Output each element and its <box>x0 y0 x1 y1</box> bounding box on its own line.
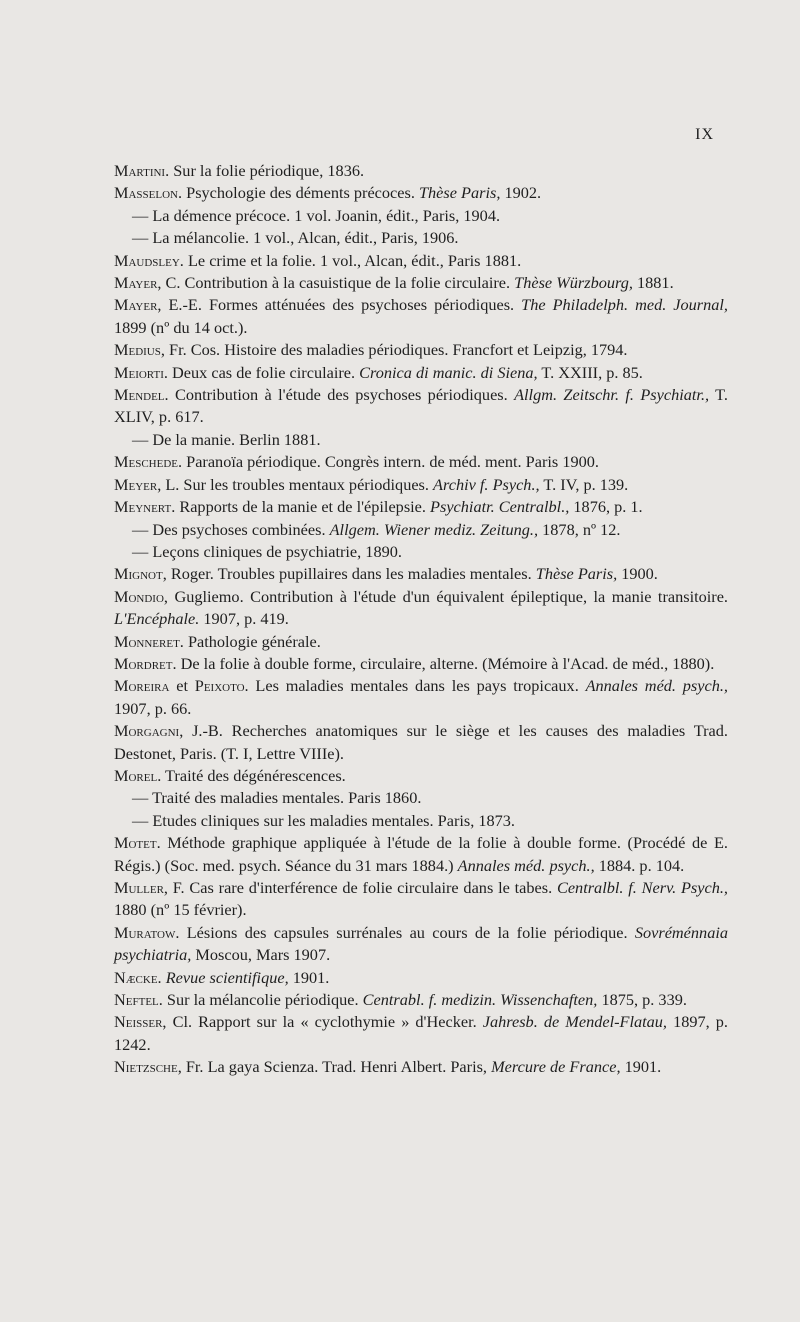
entry-tail: 1901. <box>288 967 330 987</box>
entry-title: Thèse Würzbourg, <box>514 273 633 293</box>
bibliography-entry <box>114 787 728 809</box>
bibliography-entry <box>114 272 728 294</box>
entry-author: Mayer, <box>114 295 162 315</box>
bibliography-entry <box>114 362 728 384</box>
entry-text: Des psychoses combinées. <box>152 519 330 539</box>
entry-author: Neftel. <box>114 990 163 1010</box>
entry-text: De la manie. Berlin 1881. <box>152 429 321 449</box>
entry-author: Neisser, <box>114 1012 167 1032</box>
entry-tail: 1884. p. 104. <box>594 855 685 875</box>
bibliography-list <box>114 160 728 1079</box>
bibliography-entry <box>114 294 728 339</box>
entry-tail: 1907, p. 66. <box>114 698 192 718</box>
bibliography-entry <box>114 205 728 227</box>
entry-tail: 1907, p. 419. <box>199 609 289 629</box>
entry-author: Motet. <box>114 833 161 853</box>
bibliography-entry <box>114 563 728 585</box>
ditto-dash: — <box>132 810 153 830</box>
entry-text: et <box>169 676 195 696</box>
entry-text: De la folie à double forme, circulaire, alterne. (Mémoire à l'Acad. de méd., 1880). <box>176 653 715 673</box>
entry-author: Mendel. <box>114 385 169 405</box>
entry-text: C. Contribution à la casuistique de la folie circulaire. <box>161 273 515 293</box>
entry-text: F. Cas rare d'interférence de folie circulaire dans le tabes. <box>168 878 557 897</box>
entry-title: Cronica di manic. di Siena, <box>359 362 538 382</box>
entry-author: Medius, <box>114 340 165 360</box>
entry-text: E.-E. Formes atténuées des psychoses périodiques. <box>161 295 522 315</box>
entry-text: Roger. Troubles pupillaires dans les maladies mentales. <box>166 564 536 584</box>
entry-author: Mayer, <box>114 273 162 293</box>
entry-title: The Philadelph. med. Journal, <box>521 295 729 315</box>
entry-text: L. Sur les troubles mentaux périodiques. <box>161 474 434 494</box>
entry-author: Maudsley. <box>114 250 184 270</box>
bibliography-entry <box>114 474 728 496</box>
entry-author: Monneret. <box>114 631 184 651</box>
ditto-dash: — <box>132 228 153 248</box>
entry-author: Mordret. <box>114 653 177 673</box>
entry-text: Le crime et la folie. 1 vol., Alcan, édit., Paris 1881. <box>183 250 522 270</box>
entry-title: Thèse Paris, <box>418 183 501 203</box>
entry-tail: 1880 (nº 15 février). <box>114 900 247 920</box>
bibliography-entry <box>114 496 728 518</box>
ditto-dash: — <box>132 541 153 561</box>
entry-author: Mondio, <box>114 586 168 606</box>
entry-tail: 1878, nº 12. <box>538 519 621 539</box>
entry-title: Allgem. Wiener mediz. Zeitung., <box>329 519 539 539</box>
entry-tail: 1897, p. 1242. <box>114 1012 729 1054</box>
entry-author: Meynert. <box>114 497 176 517</box>
bibliography-entry <box>114 384 728 429</box>
entry-text: Pathologie générale. <box>183 631 321 651</box>
entry-title: Allgm. Zeitschr. f. Psychiatr., <box>514 385 710 405</box>
entry-text: Méthode graphique appliquée à l'étude de la folie à double forme. (Procédé de E. Régis.) (Soc. med. psych. Séance du 31 mars 1884.) <box>114 833 728 875</box>
entry-title: Annales méd. psych., <box>585 676 729 696</box>
entry-text: Deux cas de folie circulaire. <box>167 362 360 382</box>
bibliography-entry <box>114 519 728 541</box>
entry-author: Næcke. <box>114 967 162 987</box>
entry-text: Lésions des capsules surrénales au cours de la folie périodique. <box>179 922 635 942</box>
entry-text: Fr. Cos. Histoire des maladies périodiques. Francfort et Leipzig, 1794. <box>164 340 628 360</box>
bibliography-entry <box>114 541 728 563</box>
entry-text: Cl. Rapport sur la « cyclothymie » d'Hecker. <box>166 1012 483 1032</box>
entry-title: Centralbl. f. Nerv. Psych., <box>556 878 728 897</box>
entry-tail: 1900. <box>617 564 658 584</box>
entry-text: Psychologie des déments précoces. <box>182 183 419 203</box>
entry-tail: Moscou, Mars 1907. <box>191 945 331 965</box>
bibliography-entry <box>114 653 728 675</box>
entry-text: Traité des dégénérescences. <box>161 765 346 785</box>
bibliography-entry <box>114 339 728 361</box>
entry-author: Moreira <box>114 676 170 696</box>
entry-tail: T. IV, p. 139. <box>539 474 629 494</box>
bibliography-entry <box>114 631 728 653</box>
entry-tail: 1901. <box>620 1057 662 1077</box>
ditto-dash: — <box>132 788 153 808</box>
bibliography-entry <box>114 160 728 182</box>
entry-text: Paranoïa périodique. Congrès intern. de méd. ment. Paris 1900. <box>182 452 599 472</box>
entry-title: Mercure de France, <box>491 1057 621 1077</box>
entry-author: Martini. <box>114 161 170 180</box>
ditto-dash: — <box>132 205 153 225</box>
page-number: IX <box>695 126 714 143</box>
entry-title: Jahresb. de Mendel-Flatau, <box>482 1012 668 1032</box>
entry-tail: 1881. <box>632 273 674 293</box>
entry-tail: T. XXIII, p. 85. <box>537 362 643 382</box>
bibliography-entry <box>114 989 728 1011</box>
bibliography-entry <box>114 1056 728 1078</box>
entry-author: Mignot, <box>114 564 167 584</box>
entry-author: Meyer, <box>114 474 162 494</box>
bibliography-entry <box>114 182 728 204</box>
entry-text: Traité des maladies mentales. Paris 1860. <box>152 788 422 808</box>
entry-text: Sur la folie périodique, 1836. <box>169 161 365 180</box>
entry-author: Muller, <box>114 878 168 897</box>
entry-author: Meiorti. <box>114 362 168 382</box>
entry-tail: 1899 (nº du 14 oct.). <box>114 317 248 337</box>
entry-author: Muratow. <box>114 922 180 942</box>
bibliography-entry <box>114 810 728 832</box>
entry-title: Thèse Paris, <box>535 564 618 584</box>
entry-text: Rapports de la manie et de l'épilepsie. <box>175 497 431 517</box>
entry-text: Sur la mélancolie périodique. <box>162 990 363 1010</box>
entry-title: Revue scientifique, <box>165 967 289 987</box>
entry-text: J.-B. Recherches anatomiques sur le siège et les causes des maladies Trad. Destonet, Paris. (T. I, Lettre VIIIe). <box>114 721 728 763</box>
entry-author: Masselon. <box>114 183 183 203</box>
bibliography-entry <box>114 877 728 922</box>
bibliography-entry <box>114 967 728 989</box>
entry-text: Gugliemo. Contribution à l'étude d'un équivalent épileptique, la manie transitoire. <box>168 586 728 606</box>
entry-title: Sovréménnaia psychiatria, <box>114 922 728 965</box>
entry-text: Fr. La gaya Scienza. Trad. Henri Albert. Paris, <box>181 1057 492 1077</box>
entry-tail: 1902. <box>500 183 542 203</box>
entry-title: Psychiatr. Centralbl., <box>430 497 570 517</box>
bibliography-entry <box>114 1011 728 1056</box>
entry-tail: 1875, p. 339. <box>597 990 687 1010</box>
entry-text: Les maladies mentales dans les pays tropicaux. <box>248 676 586 696</box>
bibliography-entry <box>114 250 728 272</box>
entry-author: Peixoto. <box>194 676 249 696</box>
bibliography-entry <box>114 832 728 877</box>
bibliography-entry <box>114 451 728 473</box>
entry-author: Morgagni, <box>114 721 184 741</box>
entry-tail: 1876, p. 1. <box>569 497 643 517</box>
entry-text: La mélancolie. 1 vol., Alcan, édit., Paris, 1906. <box>152 228 459 248</box>
entry-author: Meschede. <box>114 452 183 472</box>
bibliography-entry <box>114 675 728 720</box>
bibliography-entry <box>114 720 728 765</box>
entry-title: Archiv f. Psych., <box>433 474 540 494</box>
bibliography-entry <box>114 227 728 249</box>
bibliography-entry <box>114 765 728 787</box>
entry-text: Contribution à l'étude des psychoses périodiques. <box>168 385 515 405</box>
bibliography-entry <box>114 429 728 451</box>
ditto-dash: — <box>132 519 153 539</box>
bibliography-entry <box>114 922 728 967</box>
entry-text: Etudes cliniques sur les maladies mentales. Paris, 1873. <box>152 810 515 830</box>
entry-title: Centrabl. f. medizin. Wissenchaften, <box>362 990 598 1010</box>
entry-tail: T. XLIV, p. 617. <box>114 385 728 427</box>
entry-title: L'Encéphale. <box>114 609 200 629</box>
bibliography-entry <box>114 586 728 631</box>
entry-author: Morel. <box>114 765 162 785</box>
entry-title: Annales méd. psych., <box>457 855 595 875</box>
entry-text: Leçons cliniques de psychiatrie, 1890. <box>152 541 402 561</box>
entry-author: Nietzsche, <box>114 1057 182 1077</box>
ditto-dash: — <box>132 429 153 449</box>
entry-text: La démence précoce. 1 vol. Joanin, édit., Paris, 1904. <box>152 205 501 225</box>
